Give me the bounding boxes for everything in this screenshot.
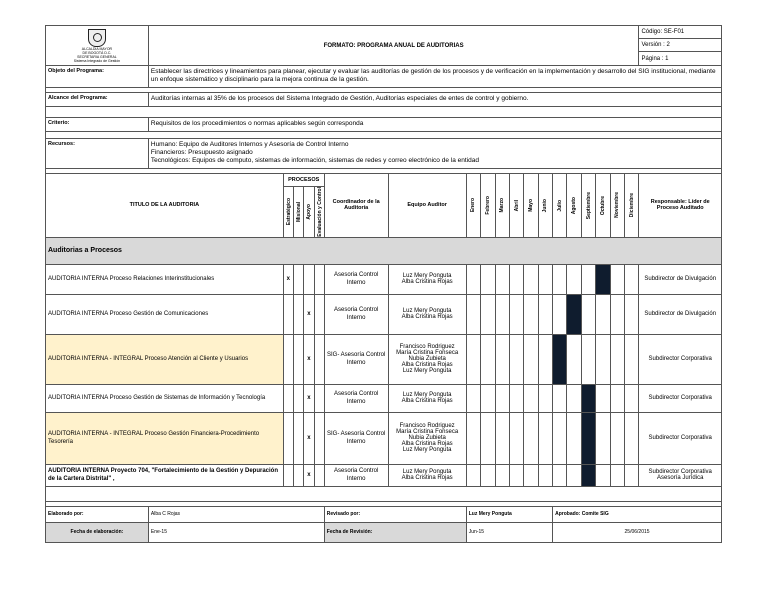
col-month-9: Septiembre: [581, 174, 595, 238]
proc-mark-2: x: [304, 464, 314, 486]
audit-team: [388, 264, 466, 294]
team-member: Alba Cristina Rojas: [401, 314, 453, 321]
proc-mark-0: [283, 384, 293, 412]
table-row: [46, 334, 722, 384]
month-cell-4: [509, 464, 523, 486]
team-member: Alba Cristina Rojas: [401, 475, 453, 482]
col-responsable: Responsable: Líder de Proceso Auditado: [639, 174, 722, 238]
audit-responsible: [639, 412, 722, 464]
responsible-line: Subdirector Corporativa: [648, 395, 712, 402]
col-proc-evaluacion: Evaluación y Control: [314, 187, 324, 238]
month-cell-9: [581, 334, 595, 384]
month-cell-3: [495, 412, 509, 464]
proc-mark-3: [314, 334, 324, 384]
audit-title: AUDITORIA INTERNA - INTEGRAL Proceso Atención al Cliente y Usuarios: [46, 334, 284, 384]
col-month-8: Agosto: [567, 174, 581, 238]
audit-coordinator: Asesoria Control Interno: [324, 384, 388, 412]
month-cell-5: [524, 384, 538, 412]
responsible-line: Subdirector Corporativa: [648, 469, 712, 476]
audit-coordinator: Asesoria Control Interno: [324, 294, 388, 334]
proc-mark-3: [314, 412, 324, 464]
logo-line-1: ALCALDIA MAYOR: [81, 46, 113, 51]
col-proc-estrategico: Estratégico: [283, 187, 293, 238]
proc-mark-2: x: [304, 334, 314, 384]
fecha-rev-label: Fecha de Revisión:: [324, 522, 466, 542]
month-cell-11: [610, 264, 624, 294]
doc-code: Código: SE-F01: [639, 26, 722, 39]
month-cell-5: [524, 294, 538, 334]
month-cell-12: [625, 264, 639, 294]
table-row: [46, 412, 722, 464]
month-cell-6: [538, 334, 552, 384]
revisado-label: Revisado por:: [324, 506, 466, 522]
month-cell-6: [538, 264, 552, 294]
month-cell-7: [553, 264, 567, 294]
col-month-2: Febrero: [481, 174, 495, 238]
proc-mark-3: [314, 264, 324, 294]
col-month-6: Junio: [538, 174, 552, 238]
logo-line-3: SECRETARIA GENERAL: [77, 54, 117, 59]
audit-title: AUDITORIA INTERNA Proceso Gestión de Comunicaciones: [46, 294, 284, 334]
month-cell-9: [581, 264, 595, 294]
audit-title: AUDITORIA INTERNA Proceso Gestión de Sistemas de Información y Tecnología: [46, 384, 284, 412]
month-cell-1: [466, 294, 480, 334]
fecha-elab-value: Ene-15: [148, 522, 324, 542]
aprobado-cell: [553, 506, 722, 522]
audit-coordinator: SIG- Asesoría Control Interno: [324, 412, 388, 464]
fecha-elab-label: Fecha de elaboración:: [46, 522, 149, 542]
month-cell-9: [581, 464, 595, 486]
team-member: Francisco Rodriguez: [399, 423, 455, 430]
col-month-7: Julio: [553, 174, 567, 238]
proc-mark-2: [304, 264, 314, 294]
team-member: Francisco Rodriguez: [399, 344, 455, 351]
objeto-value: Establecer las directrices y lineamientos para planear, ejecutar y evaluar las auditorías de gestión de los procesos y de verificación en la implementación y desarrollo del SIG institucional, mediante un enfoque sistemático y disciplinario para la mejora continua de la gestión.: [148, 66, 721, 88]
proc-mark-1: [293, 294, 303, 334]
team-member: María Cristina Fonseca: [396, 429, 459, 436]
proc-mark-0: [283, 464, 293, 486]
audit-responsible: [639, 264, 722, 294]
col-titulo: TITULO DE LA AUDITORIA: [46, 174, 284, 238]
month-cell-11: [610, 294, 624, 334]
col-proc-misional: Misional: [293, 187, 303, 238]
month-cell-11: [610, 464, 624, 486]
table-row: [46, 294, 722, 334]
month-cell-1: [466, 412, 480, 464]
proc-mark-0: x: [283, 264, 293, 294]
month-cell-3: [495, 384, 509, 412]
month-cell-4: [509, 384, 523, 412]
month-cell-10: [596, 334, 610, 384]
month-cell-10: [596, 264, 610, 294]
fecha-rev-value: Jun-15: [466, 522, 552, 542]
col-month-3: Marzo: [495, 174, 509, 238]
audit-team: [388, 334, 466, 384]
proc-mark-1: [293, 384, 303, 412]
col-month-1: Enero: [466, 174, 480, 238]
doc-version: Versión : 2: [639, 39, 722, 52]
month-cell-7: [553, 412, 567, 464]
audit-responsible: [639, 464, 722, 486]
col-equipo: Equipo Auditor: [388, 174, 466, 238]
proc-mark-0: [283, 412, 293, 464]
recursos-value: [148, 139, 721, 169]
month-cell-2: [481, 384, 495, 412]
month-cell-8: [567, 294, 581, 334]
month-cell-4: [509, 412, 523, 464]
responsible-line: Subdirector Corporativa: [648, 356, 712, 363]
month-cell-4: [509, 264, 523, 294]
col-month-10: Octubre: [596, 174, 610, 238]
logo-line-4: Sistema Integrado de Gestión: [73, 58, 121, 63]
col-proc-apoyo: Apoyo: [304, 187, 314, 238]
recursos-line-2: Financieros: Presupuesto asignado: [150, 149, 253, 156]
col-coordinador: Coordinador de la Auditoría: [324, 174, 388, 238]
proc-mark-2: x: [304, 294, 314, 334]
audit-program-table: [45, 25, 722, 543]
month-cell-12: [625, 464, 639, 486]
proc-mark-1: [293, 264, 303, 294]
bogota-logo: [48, 29, 146, 63]
proc-mark-0: [283, 334, 293, 384]
audit-team: [388, 412, 466, 464]
month-cell-8: [567, 334, 581, 384]
alcance-value: Auditorías internas al 35% de los procesos del Sistema Integrado de Gestión, Auditorías especiales de entes de control y gobierno.: [148, 93, 721, 107]
table-row: [46, 384, 722, 412]
logo-line-2: DE BOGOTÁ D.C.: [82, 50, 112, 55]
aprobado-value: Comite SIG: [581, 511, 609, 518]
team-member: Luz Mery Ponguta: [402, 392, 452, 399]
audit-responsible: [639, 294, 722, 334]
team-member: Alba Cristina Rojas: [401, 398, 453, 405]
team-member: Nubia Zubieta: [408, 356, 446, 363]
revisado-value: Luz Mery Ponguta: [466, 506, 552, 522]
month-cell-11: [610, 412, 624, 464]
month-cell-12: [625, 294, 639, 334]
team-member: Nubia Zubieta: [408, 435, 446, 442]
proc-mark-3: [314, 464, 324, 486]
proc-mark-0: [283, 294, 293, 334]
month-cell-8: [567, 412, 581, 464]
team-member: María Cristina Fonseca: [396, 350, 459, 357]
proc-mark-3: [314, 294, 324, 334]
alcance-label: Alcance del Programa:: [46, 93, 149, 107]
month-cell-9: [581, 294, 595, 334]
fecha-aprob-value: 25/06/2015: [553, 522, 722, 542]
month-cell-6: [538, 464, 552, 486]
audit-program-sheet: [45, 25, 722, 543]
team-member: Luz Mery Ponguta: [402, 273, 452, 280]
month-cell-7: [553, 384, 567, 412]
recursos-label: Recursos:: [46, 139, 149, 169]
audit-team: [388, 294, 466, 334]
month-cell-7: [553, 334, 567, 384]
responsible-line: Subdirector de Divulgación: [644, 311, 717, 318]
proc-mark-2: x: [304, 412, 314, 464]
month-cell-9: [581, 412, 595, 464]
month-cell-10: [596, 294, 610, 334]
month-cell-6: [538, 384, 552, 412]
col-month-5: Mayo: [524, 174, 538, 238]
audit-responsible: [639, 334, 722, 384]
proc-mark-1: [293, 334, 303, 384]
audit-title: AUDITORIA INTERNA Proyecto 704, "Fortalecimiento de la Gestión y Depuración de la Cartera Distrital" ,: [46, 464, 284, 486]
month-cell-3: [495, 464, 509, 486]
month-cell-3: [495, 294, 509, 334]
elaborado-value: Alba C Rojas: [148, 506, 324, 522]
team-member: Luz Mery Ponguta: [402, 447, 452, 454]
audit-coordinator: Asesoria Control Interno: [324, 464, 388, 486]
month-cell-9: [581, 384, 595, 412]
responsible-line: Asesoría Jurídica: [657, 475, 704, 482]
month-cell-11: [610, 334, 624, 384]
col-month-4: Abril: [509, 174, 523, 238]
proc-mark-1: [293, 412, 303, 464]
month-cell-5: [524, 334, 538, 384]
audit-rows: [46, 264, 722, 486]
page-title: FORMATO: PROGRAMA ANUAL DE AUDITORIAS: [148, 26, 639, 66]
month-cell-6: [538, 294, 552, 334]
audit-team: [388, 384, 466, 412]
team-member: Alba Cristina Rojas: [401, 441, 453, 448]
audit-title: AUDITORIA INTERNA - INTEGRAL Proceso Gestión Financiera-Procedimiento Tesorería: [46, 412, 284, 464]
col-month-12: Diciembre: [625, 174, 639, 238]
month-cell-2: [481, 264, 495, 294]
col-month-11: Noviembre: [610, 174, 624, 238]
month-cell-8: [567, 264, 581, 294]
criterio-label: Criterio:: [46, 118, 149, 132]
audit-title: AUDITORIA INTERNA Proceso Relaciones Interinstitucionales: [46, 264, 284, 294]
responsible-line: Subdirector de Divulgación: [644, 276, 717, 283]
team-member: Alba Cristina Rojas: [401, 279, 453, 286]
month-cell-5: [524, 412, 538, 464]
month-cell-10: [596, 464, 610, 486]
team-member: Luz Mery Ponguta: [402, 368, 452, 375]
month-cell-1: [466, 264, 480, 294]
objeto-label: Objeto del Programa:: [46, 66, 149, 88]
team-member: Alba Cristina Rojas: [401, 362, 453, 369]
month-cell-1: [466, 334, 480, 384]
logo-cell: [46, 26, 149, 66]
responsible-line: Subdirector Corporativa: [648, 435, 712, 442]
audit-coordinator: SIG- Asesoría Control Interno: [324, 334, 388, 384]
table-row: [46, 464, 722, 486]
table-row: [46, 264, 722, 294]
month-cell-10: [596, 384, 610, 412]
month-cell-12: [625, 412, 639, 464]
col-procesos: PROCESOS: [283, 174, 324, 187]
month-cell-12: [625, 334, 639, 384]
proc-mark-1: [293, 464, 303, 486]
month-cell-11: [610, 384, 624, 412]
proc-mark-2: x: [304, 384, 314, 412]
audit-responsible: [639, 384, 722, 412]
month-cell-5: [524, 264, 538, 294]
criterio-value: Requisitos de los procedimientos o normas aplicables según corresponda: [148, 118, 721, 132]
recursos-line-3: Tecnológicos: Equipos de computo, sistemas de información, sistemas de redes y correo electrónico de la entidad: [150, 157, 479, 164]
section-title: Auditorias a Procesos: [46, 237, 722, 264]
month-cell-7: [553, 294, 567, 334]
audit-coordinator: Asesoria Control Interno: [324, 264, 388, 294]
month-cell-6: [538, 412, 552, 464]
month-cell-2: [481, 464, 495, 486]
month-cell-4: [509, 334, 523, 384]
month-cell-2: [481, 334, 495, 384]
elaborado-label: Elaborado por:: [46, 506, 149, 522]
month-cell-10: [596, 412, 610, 464]
proc-mark-3: [314, 384, 324, 412]
team-member: Luz Mery Ponguta: [402, 469, 452, 476]
month-cell-2: [481, 294, 495, 334]
audit-team: [388, 464, 466, 486]
aprobado-label: Aprobado:: [555, 511, 581, 518]
month-cell-3: [495, 264, 509, 294]
month-cell-7: [553, 464, 567, 486]
month-cell-8: [567, 464, 581, 486]
doc-page: Página : 1: [639, 52, 722, 66]
month-cell-5: [524, 464, 538, 486]
month-cell-4: [509, 294, 523, 334]
month-cell-1: [466, 464, 480, 486]
coat-of-arms-icon: [88, 29, 106, 47]
team-member: Luz Mery Ponguta: [402, 308, 452, 315]
month-cell-3: [495, 334, 509, 384]
month-cell-2: [481, 412, 495, 464]
month-cell-1: [466, 384, 480, 412]
month-cell-12: [625, 384, 639, 412]
recursos-line-1: Humano: Equipo de Auditores Internos y Asesoría de Control Interno: [150, 141, 349, 148]
month-cell-8: [567, 384, 581, 412]
